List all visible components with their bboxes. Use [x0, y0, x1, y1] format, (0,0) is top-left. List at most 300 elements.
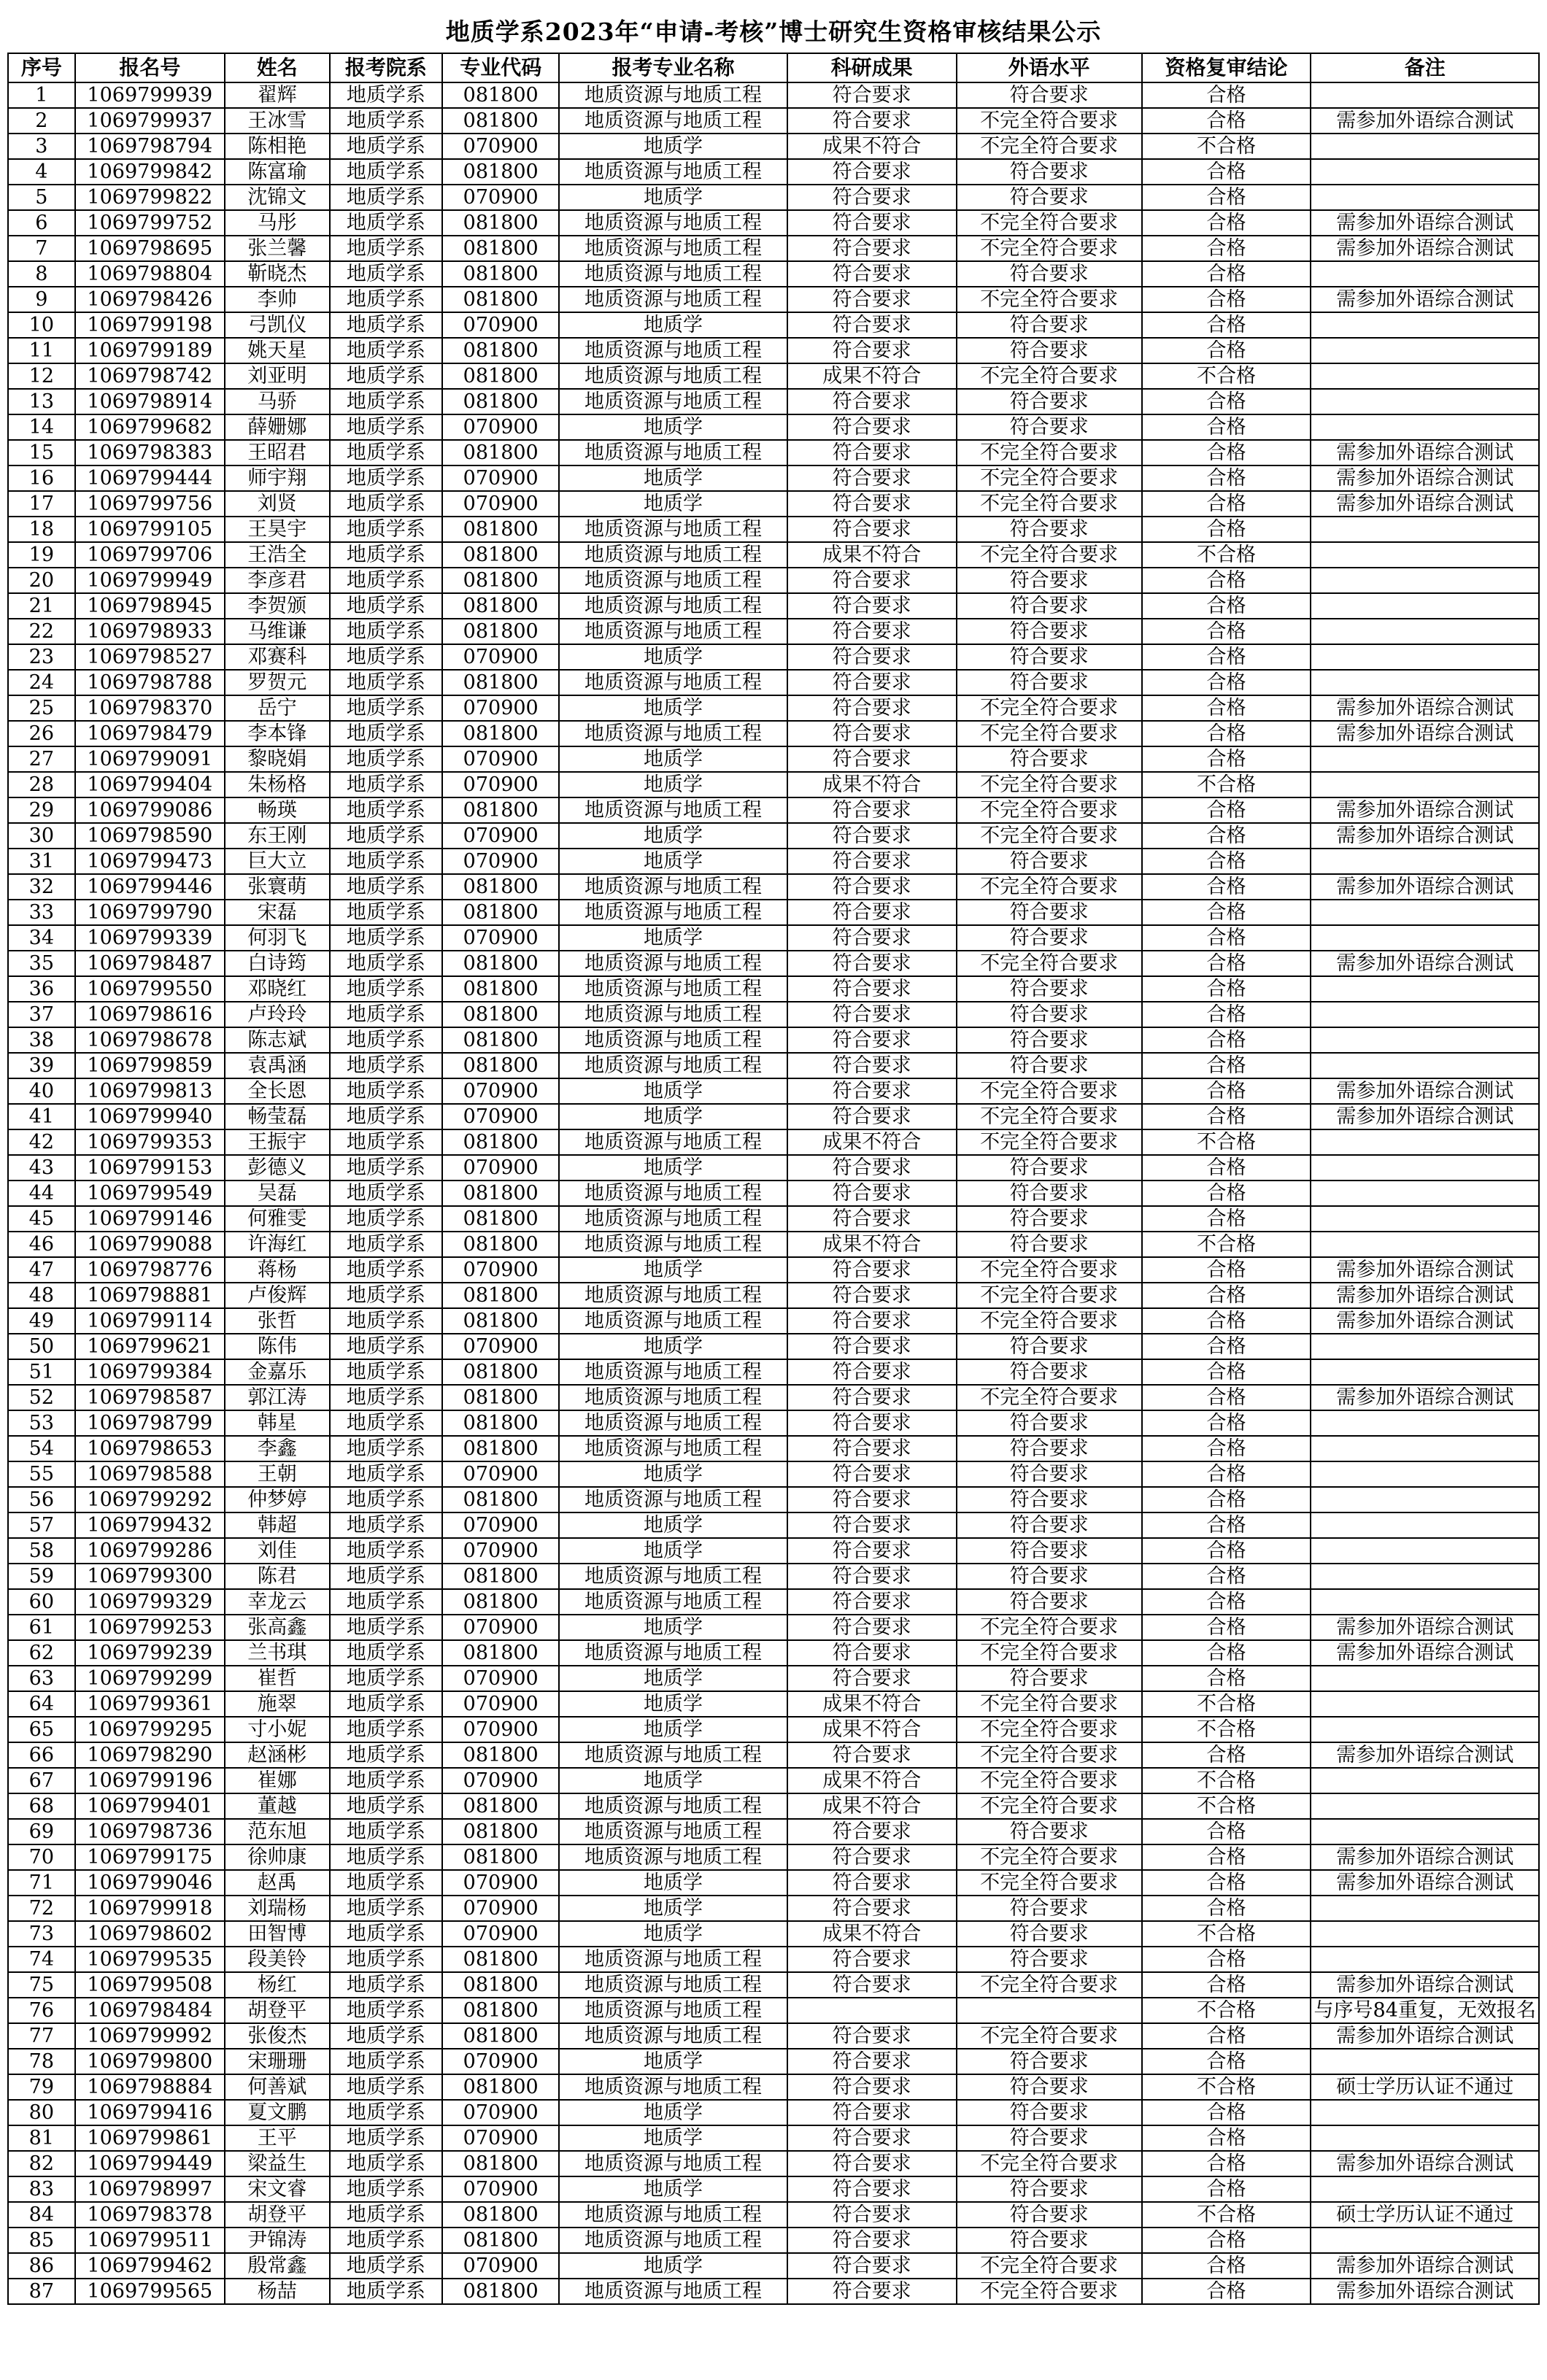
cell-remarks: [1311, 670, 1539, 695]
cell-major-name: 地质资源与地质工程: [559, 236, 787, 261]
cell-major-name: 地质学: [559, 1870, 787, 1896]
cell-research: 符合要求: [787, 389, 957, 414]
cell-index: 55: [8, 1461, 75, 1487]
cell-major-code: 081800: [442, 1359, 559, 1385]
cell-conclusion: 合格: [1142, 338, 1311, 363]
cell-department: 地质学系: [330, 542, 443, 568]
cell-language: 不完全符合要求: [957, 1972, 1142, 1998]
cell-remarks: [1311, 1155, 1539, 1181]
cell-conclusion: 合格: [1142, 2125, 1311, 2151]
cell-department: 地质学系: [330, 159, 443, 185]
table-row: [8, 1512, 1539, 1538]
cell-index: 17: [8, 491, 75, 517]
cell-department: 地质学系: [330, 1742, 443, 1768]
cell-conclusion: 合格: [1142, 849, 1311, 874]
cell-registration-no: 1069798527: [75, 644, 225, 670]
cell-index: 40: [8, 1078, 75, 1104]
cell-research: 成果不符合: [787, 1717, 957, 1742]
cell-research: 符合要求: [787, 951, 957, 976]
cell-major-code: 070900: [442, 1104, 559, 1129]
cell-major-name: 地质资源与地质工程: [559, 670, 787, 695]
cell-index: 9: [8, 287, 75, 312]
cell-name: 弓凯仪: [225, 312, 330, 338]
cell-major-code: 070900: [442, 772, 559, 797]
cell-index: 5: [8, 185, 75, 210]
cell-department: 地质学系: [330, 1896, 443, 1921]
cell-conclusion: 合格: [1142, 1589, 1311, 1615]
cell-index: 13: [8, 389, 75, 414]
cell-department: 地质学系: [330, 1155, 443, 1181]
cell-index: 29: [8, 797, 75, 823]
cell-conclusion: 合格: [1142, 1104, 1311, 1129]
cell-conclusion: 合格: [1142, 644, 1311, 670]
cell-department: 地质学系: [330, 491, 443, 517]
cell-registration-no: 1069798616: [75, 1002, 225, 1027]
cell-name: 许海红: [225, 1232, 330, 1257]
cell-index: 53: [8, 1410, 75, 1436]
cell-index: 7: [8, 236, 75, 261]
cell-major-code: 081800: [442, 797, 559, 823]
cell-language: 不完全符合要求: [957, 491, 1142, 517]
table-row: [8, 465, 1539, 491]
cell-research: 成果不符合: [787, 542, 957, 568]
cell-conclusion: 合格: [1142, 951, 1311, 976]
cell-index: 76: [8, 1998, 75, 2023]
cell-major-code: 081800: [442, 721, 559, 746]
cell-index: 19: [8, 542, 75, 568]
table-row: [8, 1640, 1539, 1666]
document-sheet: [7, 12, 1540, 2305]
cell-registration-no: 1069799473: [75, 849, 225, 874]
cell-remarks: 需参加外语综合测试: [1311, 491, 1539, 517]
cell-conclusion: 合格: [1142, 1512, 1311, 1538]
cell-department: 地质学系: [330, 1027, 443, 1053]
cell-index: 64: [8, 1691, 75, 1717]
cell-major-name: 地质资源与地质工程: [559, 2151, 787, 2176]
cell-conclusion: 合格: [1142, 1308, 1311, 1334]
table-row: [8, 1232, 1539, 1257]
cell-registration-no: 1069799535: [75, 1947, 225, 1972]
cell-major-name: 地质资源与地质工程: [559, 1947, 787, 1972]
cell-remarks: [1311, 1129, 1539, 1155]
cell-research: 符合要求: [787, 338, 957, 363]
cell-remarks: 需参加外语综合测试: [1311, 1078, 1539, 1104]
cell-name: 金嘉乐: [225, 1359, 330, 1385]
cell-major-code: 070900: [442, 1691, 559, 1717]
cell-name: 刘贤: [225, 491, 330, 517]
cell-department: 地质学系: [330, 1002, 443, 1027]
cell-research: 符合要求: [787, 2074, 957, 2100]
cell-research: 符合要求: [787, 1308, 957, 1334]
header-name: 姓名: [225, 53, 330, 82]
cell-research: 符合要求: [787, 1002, 957, 1027]
cell-language: 不完全符合要求: [957, 465, 1142, 491]
cell-major-code: 081800: [442, 1181, 559, 1206]
cell-research: 符合要求: [787, 593, 957, 619]
cell-name: 兰书琪: [225, 1640, 330, 1666]
header-registration-no: 报名号: [75, 53, 225, 82]
cell-research: 符合要求: [787, 2125, 957, 2151]
cell-registration-no: 1069799822: [75, 185, 225, 210]
cell-department: 地质学系: [330, 1487, 443, 1512]
cell-major-name: 地质学: [559, 185, 787, 210]
cell-major-code: 070900: [442, 1461, 559, 1487]
cell-name: 袁禹涵: [225, 1053, 330, 1078]
cell-registration-no: 1069798804: [75, 261, 225, 287]
table-row: [8, 1921, 1539, 1947]
cell-department: 地质学系: [330, 2279, 443, 2304]
cell-major-code: 070900: [442, 1717, 559, 1742]
cell-major-code: 070900: [442, 134, 559, 159]
cell-research: 成果不符合: [787, 134, 957, 159]
cell-conclusion: 合格: [1142, 465, 1311, 491]
cell-registration-no: 1069799196: [75, 1768, 225, 1793]
cell-major-code: 081800: [442, 389, 559, 414]
cell-registration-no: 1069799550: [75, 976, 225, 1002]
cell-major-code: 081800: [442, 261, 559, 287]
cell-language: 不完全符合要求: [957, 874, 1142, 900]
cell-language: 不完全符合要求: [957, 542, 1142, 568]
cell-major-name: 地质学: [559, 1104, 787, 1129]
cell-conclusion: 不合格: [1142, 1793, 1311, 1819]
cell-conclusion: 合格: [1142, 236, 1311, 261]
cell-language: 不完全符合要求: [957, 287, 1142, 312]
cell-language: 符合要求: [957, 338, 1142, 363]
cell-name: 邓晓红: [225, 976, 330, 1002]
cell-conclusion: 合格: [1142, 976, 1311, 1002]
cell-department: 地质学系: [330, 1998, 443, 2023]
cell-name: 杨喆: [225, 2279, 330, 2304]
cell-index: 56: [8, 1487, 75, 1512]
cell-major-code: 070900: [442, 746, 559, 772]
cell-language: 不完全符合要求: [957, 1308, 1142, 1334]
cell-major-name: 地质资源与地质工程: [559, 108, 787, 134]
cell-name: 段美铃: [225, 1947, 330, 1972]
cell-research: 符合要求: [787, 1844, 957, 1870]
cell-conclusion: 合格: [1142, 568, 1311, 593]
cell-index: 28: [8, 772, 75, 797]
cell-major-name: 地质资源与地质工程: [559, 210, 787, 236]
cell-name: 宋文睿: [225, 2176, 330, 2202]
cell-conclusion: 合格: [1142, 1206, 1311, 1232]
cell-registration-no: 1069799565: [75, 2279, 225, 2304]
cell-language: 不完全符合要求: [957, 2253, 1142, 2279]
cell-major-name: 地质学: [559, 2100, 787, 2125]
header-major-code: 专业代码: [442, 53, 559, 82]
cell-department: 地质学系: [330, 236, 443, 261]
cell-remarks: [1311, 746, 1539, 772]
table-row: [8, 363, 1539, 389]
cell-name: 东王刚: [225, 823, 330, 849]
cell-name: 韩星: [225, 1410, 330, 1436]
cell-name: 施翠: [225, 1691, 330, 1717]
cell-major-code: 081800: [442, 236, 559, 261]
cell-conclusion: 不合格: [1142, 772, 1311, 797]
cell-registration-no: 1069798776: [75, 1257, 225, 1283]
cell-name: 幸龙云: [225, 1589, 330, 1615]
cell-major-name: 地质资源与地质工程: [559, 287, 787, 312]
cell-research: 符合要求: [787, 925, 957, 951]
cell-conclusion: 合格: [1142, 312, 1311, 338]
cell-language: 符合要求: [957, 1512, 1142, 1538]
cell-index: 8: [8, 261, 75, 287]
cell-major-code: 070900: [442, 644, 559, 670]
cell-conclusion: 合格: [1142, 1078, 1311, 1104]
cell-name: 全长恩: [225, 1078, 330, 1104]
cell-index: 54: [8, 1436, 75, 1461]
cell-name: 范东旭: [225, 1819, 330, 1844]
cell-major-code: 081800: [442, 1206, 559, 1232]
cell-index: 83: [8, 2176, 75, 2202]
cell-major-code: 081800: [442, 1487, 559, 1512]
cell-major-name: 地质学: [559, 414, 787, 440]
cell-index: 59: [8, 1564, 75, 1589]
cell-remarks: 需参加外语综合测试: [1311, 1385, 1539, 1410]
cell-index: 15: [8, 440, 75, 465]
cell-language: 符合要求: [957, 1181, 1142, 1206]
cell-index: 6: [8, 210, 75, 236]
cell-major-name: 地质资源与地质工程: [559, 2279, 787, 2304]
cell-remarks: [1311, 1027, 1539, 1053]
table-row: [8, 1819, 1539, 1844]
cell-remarks: [1311, 1947, 1539, 1972]
cell-major-code: 070900: [442, 2176, 559, 2202]
cell-name: 师宇翔: [225, 465, 330, 491]
cell-registration-no: 1069799940: [75, 1104, 225, 1129]
cell-name: 董越: [225, 1793, 330, 1819]
cell-remarks: [1311, 414, 1539, 440]
cell-index: 43: [8, 1155, 75, 1181]
cell-major-code: 081800: [442, 1308, 559, 1334]
cell-language: 不完全符合要求: [957, 1717, 1142, 1742]
cell-registration-no: 1069798794: [75, 134, 225, 159]
cell-major-name: 地质学: [559, 1691, 787, 1717]
cell-name: 韩超: [225, 1512, 330, 1538]
cell-language: 符合要求: [957, 2125, 1142, 2151]
cell-major-code: 081800: [442, 1972, 559, 1998]
cell-major-code: 070900: [442, 2253, 559, 2279]
table-row: [8, 1155, 1539, 1181]
cell-conclusion: 合格: [1142, 210, 1311, 236]
cell-registration-no: 1069799292: [75, 1487, 225, 1512]
cell-conclusion: 合格: [1142, 440, 1311, 465]
table-row: [8, 236, 1539, 261]
cell-registration-no: 1069799384: [75, 1359, 225, 1385]
cell-remarks: [1311, 1181, 1539, 1206]
cell-department: 地质学系: [330, 1232, 443, 1257]
cell-registration-no: 1069799682: [75, 414, 225, 440]
cell-department: 地质学系: [330, 695, 443, 721]
cell-research: 符合要求: [787, 1181, 957, 1206]
cell-major-name: 地质学: [559, 2253, 787, 2279]
table-row: [8, 1206, 1539, 1232]
cell-remarks: 需参加外语综合测试: [1311, 108, 1539, 134]
cell-index: 63: [8, 1666, 75, 1691]
table-row: [8, 695, 1539, 721]
cell-name: 李鑫: [225, 1436, 330, 1461]
cell-research: 符合要求: [787, 721, 957, 746]
cell-major-code: 081800: [442, 670, 559, 695]
cell-remarks: [1311, 619, 1539, 644]
cell-major-code: 081800: [442, 363, 559, 389]
cell-department: 地质学系: [330, 1615, 443, 1640]
cell-remarks: [1311, 1793, 1539, 1819]
cell-remarks: [1311, 925, 1539, 951]
table-row: [8, 746, 1539, 772]
cell-name: 陈相艳: [225, 134, 330, 159]
cell-remarks: [1311, 542, 1539, 568]
table-row: [8, 108, 1539, 134]
cell-remarks: [1311, 2100, 1539, 2125]
cell-conclusion: 合格: [1142, 414, 1311, 440]
header-department: 报考院系: [330, 53, 443, 82]
cell-conclusion: 不合格: [1142, 1717, 1311, 1742]
cell-index: 23: [8, 644, 75, 670]
cell-language: 不完全符合要求: [957, 108, 1142, 134]
cell-research: 符合要求: [787, 1359, 957, 1385]
cell-language: 符合要求: [957, 1947, 1142, 1972]
cell-name: 梁益生: [225, 2151, 330, 2176]
cell-conclusion: 合格: [1142, 1615, 1311, 1640]
cell-major-code: 081800: [442, 1283, 559, 1308]
cell-registration-no: 1069799361: [75, 1691, 225, 1717]
cell-department: 地质学系: [330, 1870, 443, 1896]
cell-registration-no: 1069799286: [75, 1538, 225, 1564]
cell-remarks: [1311, 1002, 1539, 1027]
cell-remarks: 需参加外语综合测试: [1311, 1104, 1539, 1129]
cell-remarks: 硕士学历认证不通过: [1311, 2202, 1539, 2228]
cell-index: 25: [8, 695, 75, 721]
cell-index: 46: [8, 1232, 75, 1257]
cell-research: 符合要求: [787, 2253, 957, 2279]
cell-major-code: 070900: [442, 1768, 559, 1793]
cell-major-name: 地质资源与地质工程: [559, 797, 787, 823]
cell-registration-no: 1069799339: [75, 925, 225, 951]
cell-remarks: [1311, 1921, 1539, 1947]
cell-research: 符合要求: [787, 2279, 957, 2304]
cell-language: 不完全符合要求: [957, 1615, 1142, 1640]
header-remarks: 备注: [1311, 53, 1539, 82]
cell-registration-no: 1069799153: [75, 1155, 225, 1181]
cell-department: 地质学系: [330, 2176, 443, 2202]
cell-major-name: 地质学: [559, 695, 787, 721]
cell-research: 符合要求: [787, 644, 957, 670]
cell-registration-no: 1069798799: [75, 1410, 225, 1436]
cell-registration-no: 1069798695: [75, 236, 225, 261]
cell-name: 岳宁: [225, 695, 330, 721]
cell-major-code: 070900: [442, 849, 559, 874]
cell-major-code: 081800: [442, 1053, 559, 1078]
cell-major-name: 地质学: [559, 925, 787, 951]
cell-major-name: 地质资源与地质工程: [559, 159, 787, 185]
cell-language: 符合要求: [957, 670, 1142, 695]
table-row: [8, 1538, 1539, 1564]
table-row: [8, 644, 1539, 670]
cell-remarks: [1311, 389, 1539, 414]
cell-major-name: 地质资源与地质工程: [559, 619, 787, 644]
cell-index: 68: [8, 1793, 75, 1819]
cell-conclusion: 合格: [1142, 1870, 1311, 1896]
cell-index: 33: [8, 900, 75, 925]
cell-remarks: [1311, 1359, 1539, 1385]
cell-remarks: [1311, 338, 1539, 363]
cell-index: 42: [8, 1129, 75, 1155]
cell-registration-no: 1069799549: [75, 1181, 225, 1206]
cell-remarks: 需参加外语综合测试: [1311, 2151, 1539, 2176]
cell-major-name: 地质学: [559, 746, 787, 772]
cell-name: 张兰馨: [225, 236, 330, 261]
cell-registration-no: 1069799091: [75, 746, 225, 772]
table-row: [8, 210, 1539, 236]
cell-research: 符合要求: [787, 695, 957, 721]
cell-remarks: [1311, 1053, 1539, 1078]
cell-major-code: 081800: [442, 338, 559, 363]
cell-language: 符合要求: [957, 1206, 1142, 1232]
table-row: [8, 517, 1539, 542]
cell-major-name: 地质学: [559, 1334, 787, 1359]
cell-name: 杨红: [225, 1972, 330, 1998]
cell-index: 77: [8, 2023, 75, 2049]
cell-language: 符合要求: [957, 2049, 1142, 2074]
table-row: [8, 619, 1539, 644]
cell-registration-no: 1069798426: [75, 287, 225, 312]
cell-registration-no: 1069799416: [75, 2100, 225, 2125]
cell-department: 地质学系: [330, 210, 443, 236]
cell-name: 靳晓杰: [225, 261, 330, 287]
cell-language: 不完全符合要求: [957, 695, 1142, 721]
cell-conclusion: 合格: [1142, 1053, 1311, 1078]
cell-language: 不完全符合要求: [957, 1283, 1142, 1308]
cell-language: 符合要求: [957, 389, 1142, 414]
cell-remarks: [1311, 2228, 1539, 2253]
cell-conclusion: 合格: [1142, 2228, 1311, 2253]
cell-registration-no: 1069798997: [75, 2176, 225, 2202]
cell-name: 吴磊: [225, 1181, 330, 1206]
cell-major-code: 070900: [442, 465, 559, 491]
cell-remarks: 需参加外语综合测试: [1311, 440, 1539, 465]
cell-major-name: 地质资源与地质工程: [559, 1998, 787, 2023]
table-row: [8, 185, 1539, 210]
cell-name: 王平: [225, 2125, 330, 2151]
cell-research: 符合要求: [787, 517, 957, 542]
cell-conclusion: 合格: [1142, 1487, 1311, 1512]
cell-index: 66: [8, 1742, 75, 1768]
cell-index: 52: [8, 1385, 75, 1410]
table-row: [8, 1793, 1539, 1819]
cell-registration-no: 1069799842: [75, 159, 225, 185]
cell-name: 朱杨格: [225, 772, 330, 797]
cell-major-code: 081800: [442, 1129, 559, 1155]
cell-registration-no: 1069798945: [75, 593, 225, 619]
table-row: [8, 823, 1539, 849]
cell-registration-no: 1069799790: [75, 900, 225, 925]
cell-index: 3: [8, 134, 75, 159]
cell-department: 地质学系: [330, 1206, 443, 1232]
cell-index: 30: [8, 823, 75, 849]
cell-remarks: [1311, 261, 1539, 287]
cell-remarks: 需参加外语综合测试: [1311, 1640, 1539, 1666]
cell-name: 陈志斌: [225, 1027, 330, 1053]
table-row: [8, 900, 1539, 925]
cell-remarks: [1311, 976, 1539, 1002]
cell-remarks: [1311, 1512, 1539, 1538]
cell-registration-no: 1069799446: [75, 874, 225, 900]
cell-registration-no: 1069798678: [75, 1027, 225, 1053]
cell-department: 地质学系: [330, 1257, 443, 1283]
cell-remarks: 需参加外语综合测试: [1311, 695, 1539, 721]
cell-remarks: [1311, 1334, 1539, 1359]
cell-department: 地质学系: [330, 1308, 443, 1334]
